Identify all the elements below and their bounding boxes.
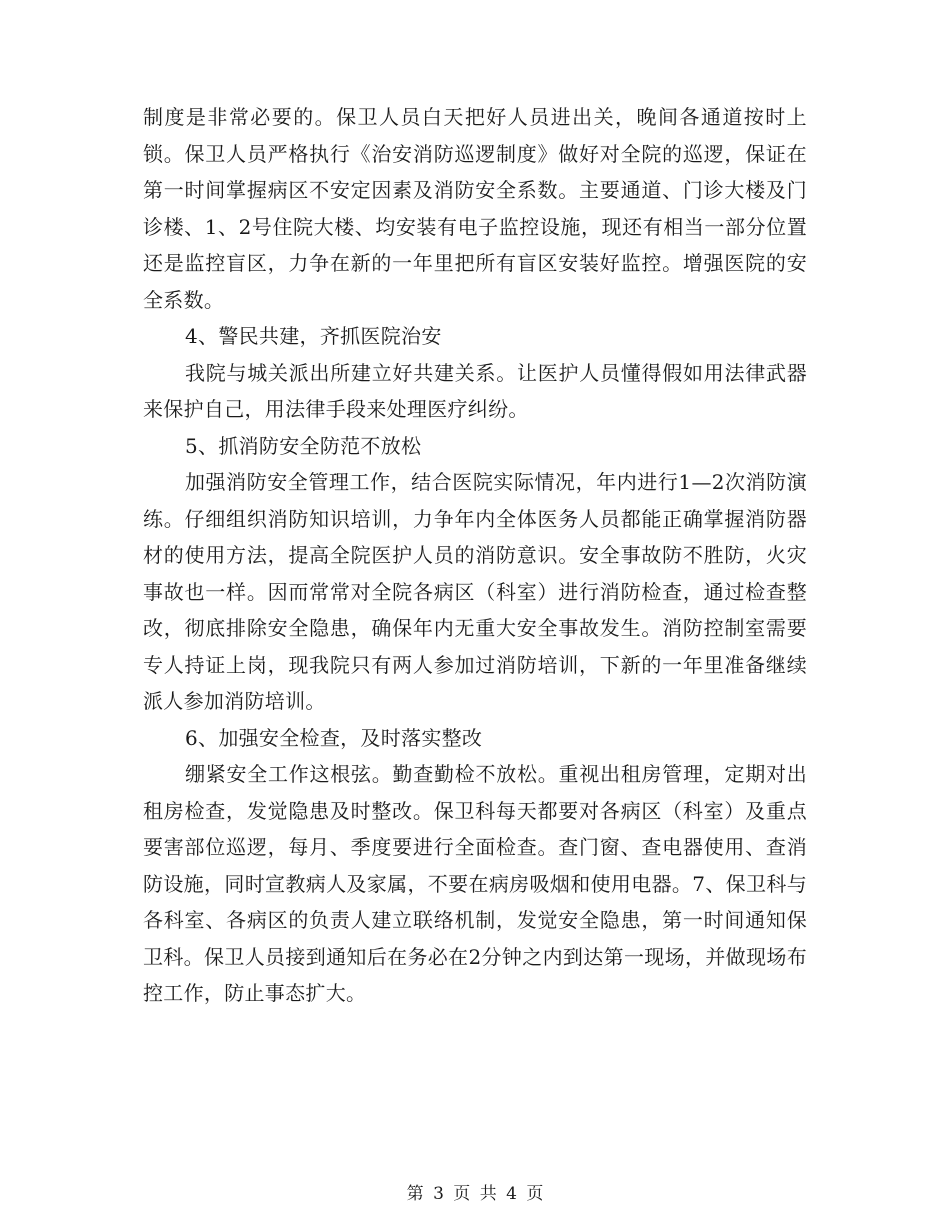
footer-total-pages: 4 [506, 1184, 517, 1204]
footer-prefix: 第 [406, 1184, 424, 1204]
paragraph-police-cooperation: 我院与城关派出所建立好共建关系。让医护人员懂得假如用法律武器来保护自己，用法律手段来处理医疗纠纷。 [143, 360, 807, 421]
footer-page-word: 页 [453, 1184, 471, 1204]
footer-current-page: 3 [433, 1184, 444, 1204]
page-footer [0, 1183, 950, 1205]
section-heading-6: 6、加强安全检查，及时落实整改 [185, 725, 483, 750]
footer-suffix: 页 [526, 1184, 544, 1204]
document-body [143, 99, 807, 1012]
section-heading-4: 4、警民共建，齐抓医院治安 [185, 324, 442, 348]
paragraph-continuation: 制度是非常必要的。保卫人员白天把好人员进出关，晚间各通道按时上锁。保卫人员严格执行《治安消防巡逻制度》做好对全院的巡逻，保证在第一时间掌握病区不安定因素及消防安全系数。主要通道、门诊大楼及门诊楼、1、2号住院大楼、均安装有电子监控设施，现还有相当一部分位置还是监控盲区，力争在新的一年里把所有盲区安装好监控。增强医院的安全系数。 [143, 105, 807, 312]
paragraph-safety-inspection: 绷紧安全工作这根弦。勤查勤检不放松。重视出租房管理，定期对出租房检查，发觉隐患及时整改。保卫科每天都要对各病区（科室）及重点要害部位巡逻，每月、季度要进行全面检查。查门窗、查电器使用、查消防设施，同时宣教病人及家属，不要在病房吸烟和使用电器。7、保卫科与各科室、各病区的负责人建立联络机制，发觉安全隐患，第一时间通知保卫科。保卫人员接到通知后在务必在2分钟之内到达第一现场，并做现场布控工作，防止事态扩大。 [143, 762, 807, 1005]
section-heading-5: 5、抓消防安全防范不放松 [185, 433, 422, 458]
footer-total-word: 共 [479, 1184, 497, 1204]
paragraph-fire-safety: 加强消防安全管理工作，结合医院实际情况，年内进行1—2次消防演练。仔细组织消防知识培训，力争年内全体医务人员都能正确掌握消防器材的使用方法，提高全院医护人员的消防意识。安全事故防不胜防，火灾事故也一样。因而常常对全院各病区（科室）进行消防检查，通过检查整改，彻底排除安全隐患，确保年内无重大安全事故发生。消防控制室需要专人持证上岗，现我院只有两人参加过消防培训，下新的一年里准备继续派人参加消防培训。 [143, 470, 807, 713]
